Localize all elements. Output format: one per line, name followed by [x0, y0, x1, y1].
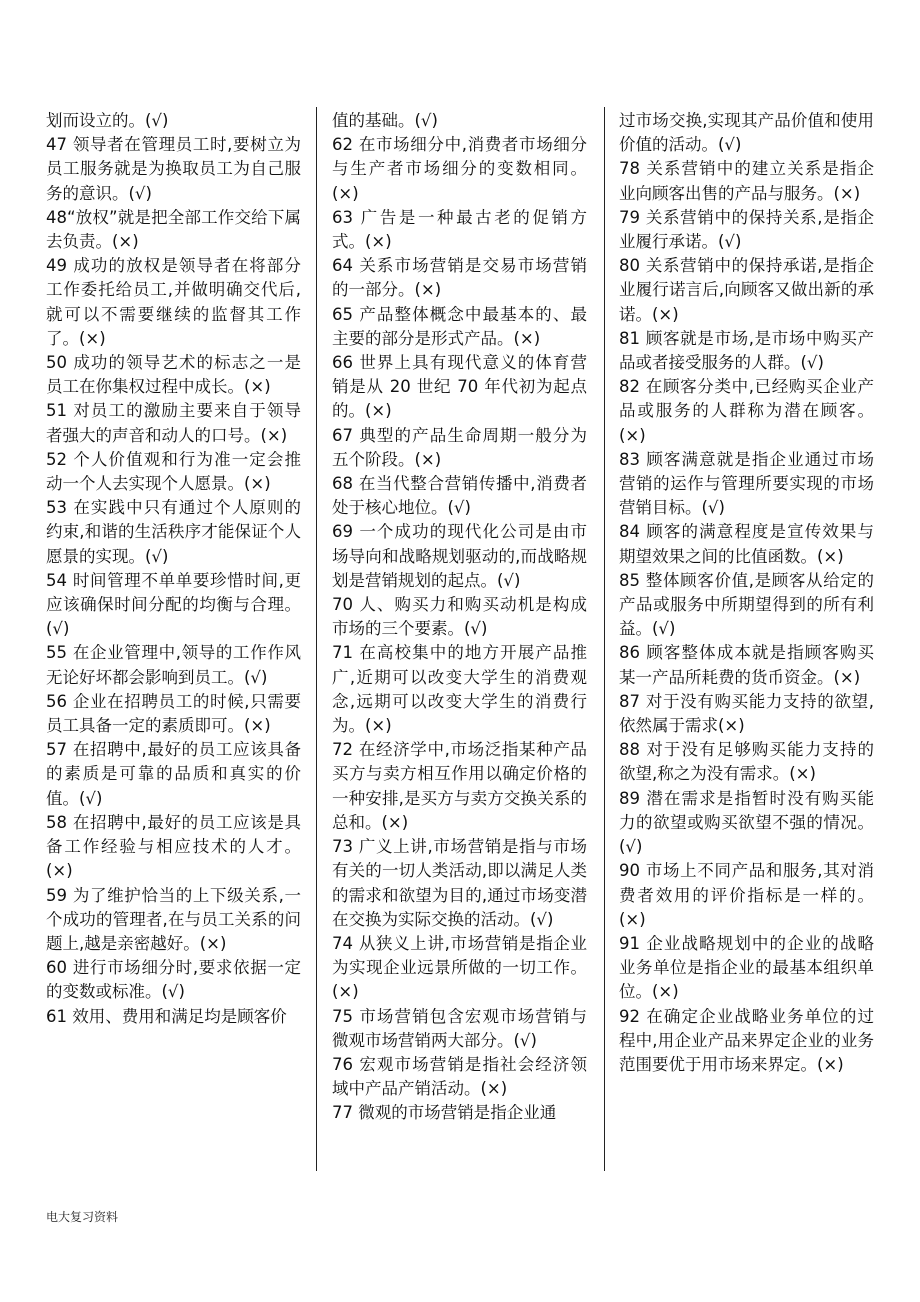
question-item: 71 在高校集中的地方开展产品推广,近期可以改变大学生的消费观念,远期可以改变大学生的消费行为。(×): [332, 643, 587, 736]
question-item: 68 在当代整合营销传播中,消费者处于核心地位。(√): [332, 474, 587, 518]
question-item: 87 对于没有购买能力支持的欲望,依然属于需求(×): [619, 691, 874, 736]
column-divider: [604, 107, 605, 1171]
question-item: 48“放权”就是把全部工作交给下属去负责。(×): [46, 207, 301, 252]
question-item: 85 整体顾客价值,是顾客从给定的产品或服务中所期望得到的所有利益。(√): [619, 570, 874, 639]
question-item: 78 关系营销中的建立关系是指企业向顾客出售的产品与服务。(×): [619, 159, 874, 203]
question-item: 62 在市场细分中,消费者市场细分与生产者市场细分的变数相同。(×): [332, 135, 587, 203]
page-footer: 电大复习资料: [46, 1210, 119, 1224]
question-item: 83 顾客满意就是指企业通过市场营销的运作与管理所要实现的市场营销目标。(√): [619, 449, 874, 518]
question-item: 60 进行市场细分时,要求依据一定的变数或标准。(√): [46, 958, 301, 1002]
text-column-3: [619, 109, 874, 1077]
question-item: 值的基础。(√): [332, 111, 438, 130]
question-item: 58 在招聘中,最好的员工应该是具备工作经验与相应技术的人才。(×): [46, 812, 301, 881]
question-item: 76 宏观市场营销是指社会经济领域中产品产销活动。(×): [332, 1054, 587, 1099]
question-item: 47 领导者在管理员工时,要树立为员工服务就是为换取员工为自己服务的意识。(√): [46, 135, 301, 203]
question-item: 65 产品整体概念中最基本的、最主要的部分是形式产品。(×): [332, 304, 587, 348]
question-item: 54 时间管理不单单要珍惜时间,更应该确保时间分配的均衡与合理。(√): [46, 570, 301, 639]
question-item: 80 关系营销中的保持承诺,是指企业履行诺言后,向顾客又做出新的承诺。(×): [619, 256, 874, 324]
question-item: 49 成功的放权是领导者在将部分工作委托给员工,并做明确交代后,就可以不需要继续的监督其工作了。(×): [46, 256, 301, 348]
question-item: 55 在企业管理中,领导的工作作风无论好坏都会影响到员工。(√): [46, 643, 301, 687]
question-item: 53 在实践中只有通过个人原则的约束,和谐的生活秩序才能保证个人愿景的实现。(√): [46, 498, 301, 566]
question-item: 90 市场上不同产品和服务,其对消费者效用的评价指标是一样的。(×): [619, 861, 874, 929]
question-item: 61 效用、费用和满足均是顾客价: [46, 1006, 287, 1026]
question-item: 过市场交换,实现其产品价值和使用价值的活动。(√): [619, 111, 874, 155]
column-divider: [316, 107, 317, 1171]
question-item: 81 顾客就是市场,是市场中购买产品或者接受服务的人群。(√): [619, 328, 874, 373]
question-item: 84 顾客的满意程度是宣传效果与期望效果之间的比值函数。(×): [619, 522, 874, 566]
question-item: 66 世界上具有现代意义的体育营销是从 20 世纪 70 年代初为起点的。(×): [332, 353, 587, 421]
question-item: 79 关系营销中的保持关系,是指企业履行承诺。(√): [619, 207, 874, 252]
question-item: 86 顾客整体成本就是指顾客购买某一产品所耗费的货币资金。(×): [619, 643, 874, 687]
question-item: 72 在经济学中,市场泛指某种产品买方与卖方相互作用以确定价格的一种安排,是买方与卖方交换关系的总和。(×): [332, 740, 587, 832]
question-item: 73 广义上讲,市场营销是指与市场有关的一切人类活动,即以满足人类的需求和欲望为目的,通过市场变潜在交换为实际交换的活动。(√): [332, 837, 587, 929]
text-column-1: [46, 109, 301, 1029]
question-item: 88 对于没有足够购买能力支持的欲望,称之为没有需求。(×): [619, 740, 874, 784]
text-column-2: [332, 109, 587, 1126]
question-item: 91 企业战略规划中的企业的战略业务单位是指企业的最基本组织单位。(×): [619, 933, 874, 1002]
question-item: 51 对员工的激励主要来自于领导者强大的声音和动人的口号。(×): [46, 401, 301, 445]
question-item: 63 广告是一种最古老的促销方式。(×): [332, 207, 587, 252]
question-item: 82 在顾客分类中,已经购买企业产品或服务的人群称为潜在顾客。(×): [619, 377, 874, 445]
question-item: 56 企业在招聘员工的时候,只需要员工具备一定的素质即可。(×): [46, 691, 301, 736]
question-item: 75 市场营销包含宏观市场营销与微观市场营销两大部分。(√): [332, 1006, 587, 1050]
question-item: 69 一个成功的现代化公司是由市场导向和战略规划驱动的,而战略规划是营销规划的起点。(√): [332, 522, 587, 590]
question-item: 57 在招聘中,最好的员工应该具备的素质是可靠的品质和真实的价值。(√): [46, 740, 301, 808]
question-item: 64 关系市场营销是交易市场营销的一部分。(×): [332, 256, 587, 300]
question-item: 59 为了维护恰当的上下级关系,一个成功的管理者,在与员工关系的问题上,越是亲密越好。(×): [46, 885, 301, 953]
question-item: 52 个人价值观和行为准一定会推动一个人去实现个人愿景。(×): [46, 449, 301, 494]
question-item: 74 从狭义上讲,市场营销是指企业为实现企业远景所做的一切工作。(×): [332, 933, 587, 1002]
question-item: 70 人、购买力和购买动机是构成市场的三个要素。(√): [332, 595, 587, 639]
question-item: 89 潜在需求是指暂时没有购买能力的欲望或购买欲望不强的情况。(√): [619, 788, 874, 857]
question-item: 92 在确定企业战略业务单位的过程中,用企业产品来界定企业的业务范围要优于用市场来界定。(×): [619, 1006, 874, 1074]
question-item: 50 成功的领导艺术的标志之一是员工在你集权过程中成长。(×): [46, 353, 301, 397]
question-item: 77 微观的市场营销是指企业通: [332, 1103, 557, 1123]
question-item: 67 典型的产品生命周期一般分为五个阶段。(×): [332, 425, 587, 469]
question-item: 划而设立的。(√): [46, 111, 169, 130]
